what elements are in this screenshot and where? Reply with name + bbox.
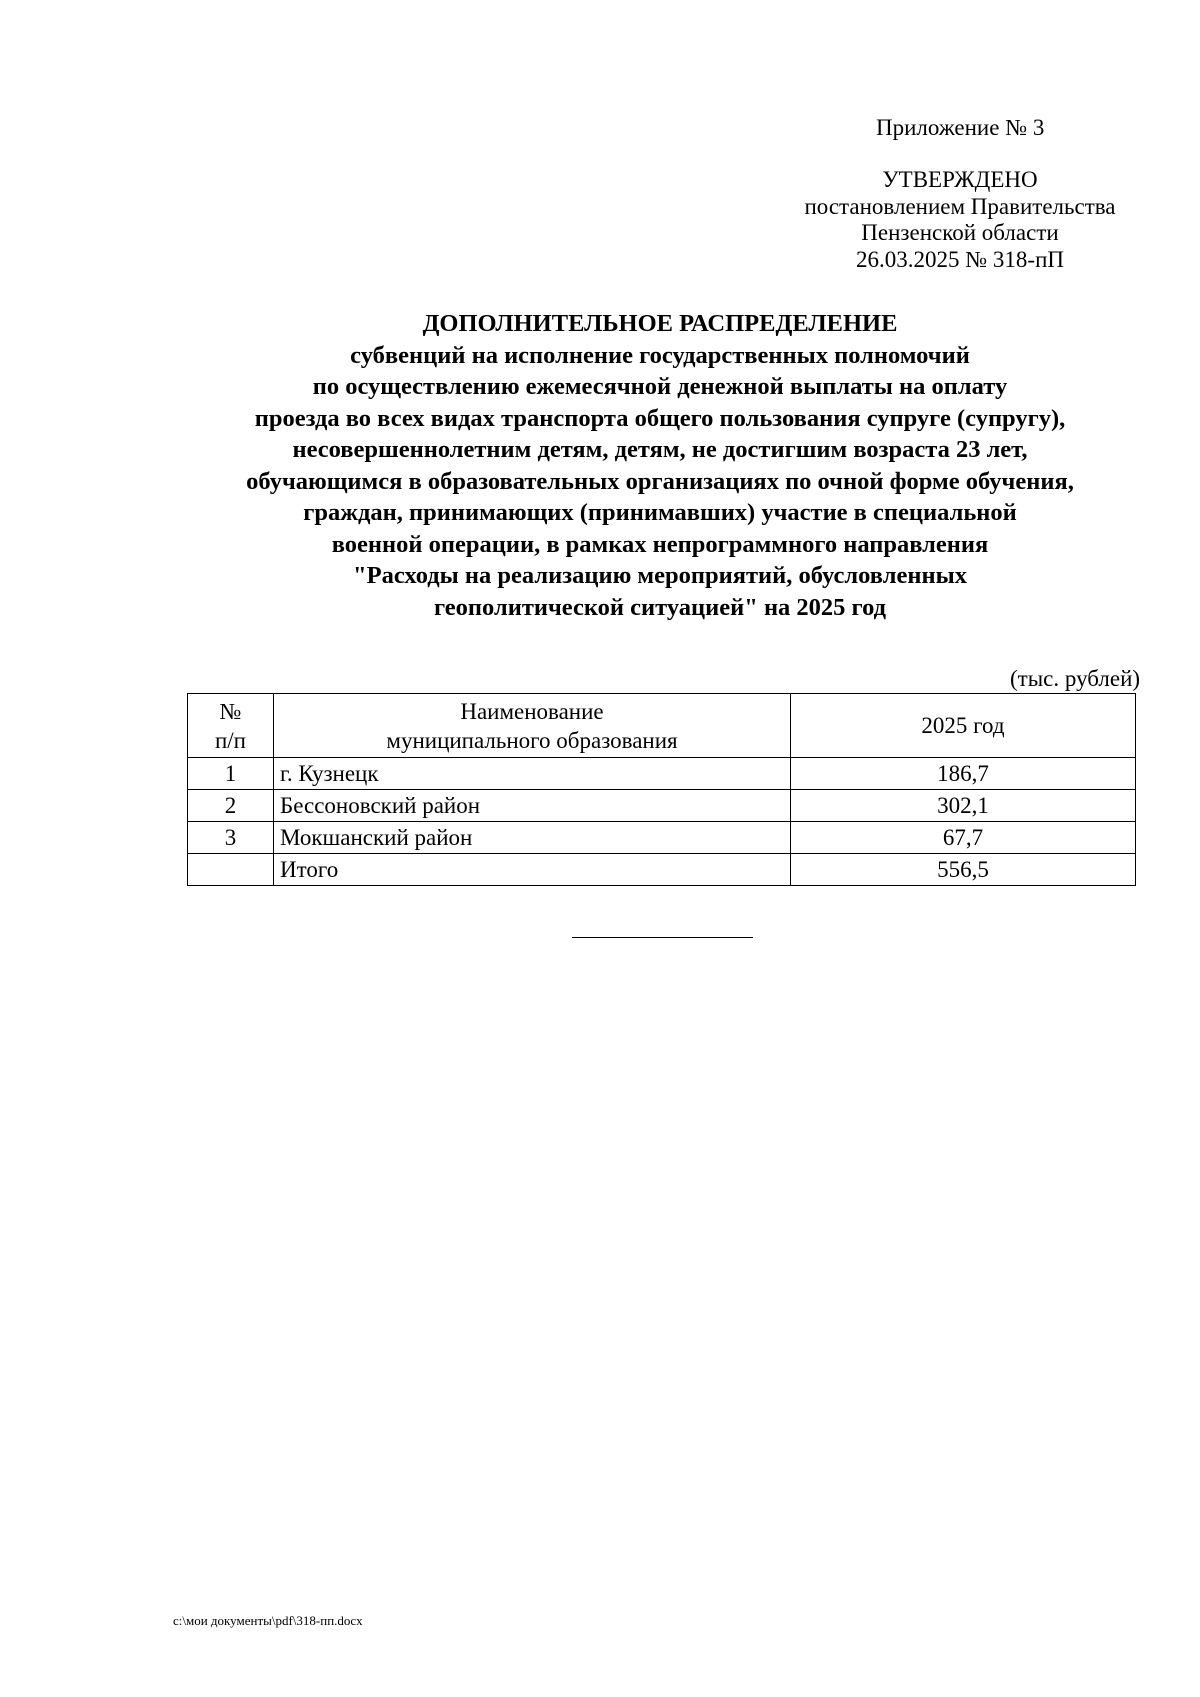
header-number-symbol: №: [219, 698, 242, 724]
total-label: Итого: [274, 854, 791, 886]
units-label: (тыс. рублей): [1010, 666, 1141, 691]
table-row: [188, 790, 1136, 822]
total-amount: 556,5: [791, 854, 1136, 886]
title-line: обучающимся в образовательных организациях по очной форме обучения,: [246, 467, 1074, 495]
header-municipality-line1: Наименование: [460, 698, 604, 724]
approval-region: Пензенской области: [861, 220, 1059, 245]
header-municipality-line2: муниципального образования: [386, 727, 678, 753]
row-municipality: Мокшанский район: [274, 822, 791, 854]
distribution-table: [187, 693, 1136, 886]
title-line: геополитической ситуацией" на 2025 год: [433, 593, 887, 621]
approval-block: [780, 167, 1140, 273]
approval-date-number: 26.03.2025 № 318-пП: [855, 246, 1065, 272]
row-amount: 186,7: [791, 758, 1136, 790]
header-municipality: [274, 694, 791, 758]
row-municipality: Бессоновский район: [274, 790, 791, 822]
title-line: военной операции, в рамках непрограммного направления: [331, 530, 989, 558]
title-line: ДОПОЛНИТЕЛЬНОЕ РАСПРЕДЕЛЕНИЕ: [422, 310, 898, 337]
appendix-label: Приложение № 3: [876, 115, 1045, 140]
title-line: по осуществлению ежемесячной денежной выплаты на оплату: [312, 373, 1008, 400]
end-rule-divider: [572, 937, 753, 938]
file-path-footer: c:\мои документы\pdf\318-пп.docx: [173, 1613, 363, 1628]
row-municipality: г. Кузнецк: [274, 758, 791, 790]
header-number-abbrev: п/п: [214, 727, 246, 753]
title-line: проезда во всех видах транспорта общего пользования супруге (супругу),: [254, 404, 1066, 432]
header-number: [188, 694, 274, 758]
total-row: [188, 854, 1136, 886]
title-line: субвенций на исполнение государственных полномочий: [350, 341, 970, 369]
row-amount: 302,1: [791, 790, 1136, 822]
table-header-row: [188, 694, 1136, 758]
table-row: [188, 758, 1136, 790]
header-year: 2025 год: [791, 694, 1136, 758]
total-number: [188, 854, 274, 886]
document-title: [130, 308, 1190, 623]
row-number: 1: [188, 758, 274, 790]
row-amount: 67,7: [791, 822, 1136, 854]
approval-authority: постановлением Правительства: [804, 193, 1116, 219]
title-line: "Расходы на реализацию мероприятий, обусловленных: [353, 562, 967, 589]
title-line: несовершеннолетним детям, детям, не достигшим возраста 23 лет,: [292, 436, 1028, 463]
approval-stamp: УТВЕРЖДЕНО: [882, 167, 1038, 192]
title-line: граждан, принимающих (принимавших) участие в специальной: [303, 499, 1017, 526]
row-number: 2: [188, 790, 274, 822]
row-number: 3: [188, 822, 274, 854]
table-row: [188, 822, 1136, 854]
